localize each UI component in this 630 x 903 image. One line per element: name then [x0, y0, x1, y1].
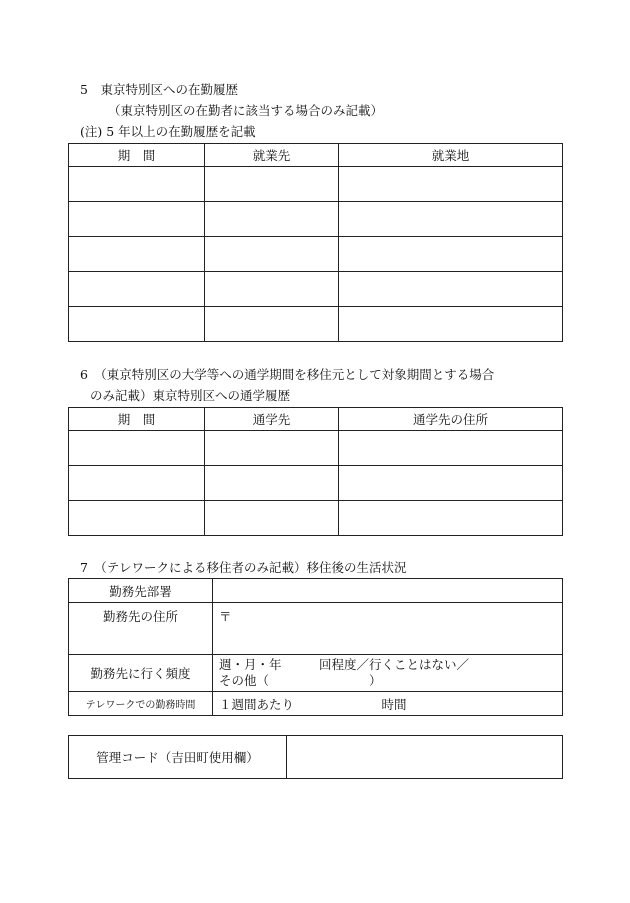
admin-code-table [68, 735, 563, 779]
school-cell[interactable] [205, 431, 339, 466]
school-address-cell[interactable] [339, 501, 563, 536]
section5-note: (注) 5 年以上の在勤履歴を記載 [80, 124, 256, 139]
employer-cell[interactable] [205, 202, 339, 237]
period-cell[interactable] [69, 237, 205, 272]
header-school: 通学先 [205, 408, 339, 431]
section5-subheading: （東京特別区の在勤者に該当する場合のみ記載） [108, 103, 384, 118]
school-cell[interactable] [205, 466, 339, 501]
telework-hours-label: テレワークでの勤務時間 [69, 692, 213, 716]
location-cell[interactable] [339, 167, 563, 202]
employer-cell[interactable] [205, 237, 339, 272]
frequency-field[interactable] [213, 655, 563, 692]
header-school-address: 通学先の住所 [339, 408, 563, 431]
table-row [69, 501, 563, 536]
telework-table [68, 578, 563, 716]
section5-heading: 5 東京特別区への在勤履歴 [80, 82, 238, 97]
address-field[interactable] [213, 603, 563, 655]
period-cell[interactable] [69, 466, 205, 501]
admin-code-field[interactable] [287, 736, 563, 779]
section6-heading-line2: のみ記載）東京特別区への通学履歴 [90, 388, 291, 403]
table-row [69, 237, 563, 272]
header-employer: 就業先 [205, 144, 339, 167]
table-row [69, 167, 563, 202]
frequency-other: その他（ ） [219, 673, 382, 688]
postal-mark: 〒 [219, 609, 232, 624]
location-cell[interactable] [339, 272, 563, 307]
admin-code-label: 管理コード（吉田町使用欄） [69, 736, 287, 779]
table-row [69, 466, 563, 501]
table-row [69, 272, 563, 307]
frequency-options: 週・月・年 回程度／行くことはない／ [219, 657, 470, 672]
school-cell[interactable] [205, 501, 339, 536]
header-period: 期 間 [69, 144, 205, 167]
frequency-label: 勤務先に行く頻度 [69, 655, 213, 692]
header-work-location: 就業地 [339, 144, 563, 167]
dept-field[interactable] [213, 579, 563, 603]
period-cell[interactable] [69, 431, 205, 466]
period-cell[interactable] [69, 307, 205, 342]
telework-hours-field[interactable]: １週間あたり 時間 [213, 692, 563, 716]
period-cell[interactable] [69, 202, 205, 237]
table-row [69, 202, 563, 237]
period-cell[interactable] [69, 501, 205, 536]
dept-label: 勤務先部署 [69, 579, 213, 603]
work-history-table [68, 143, 563, 342]
table-row [69, 431, 563, 466]
location-cell[interactable] [339, 237, 563, 272]
section7-heading: 7 （テレワークによる移住者のみ記載）移住後の生活状況 [80, 560, 407, 575]
employer-cell[interactable] [205, 307, 339, 342]
period-cell[interactable] [69, 167, 205, 202]
location-cell[interactable] [339, 307, 563, 342]
period-cell[interactable] [69, 272, 205, 307]
section6-heading-line1: 6 （東京特別区の大学等への通学期間を移住元として対象期間とする場合 [80, 367, 495, 382]
table-row [69, 307, 563, 342]
header-period: 期 間 [69, 408, 205, 431]
school-address-cell[interactable] [339, 466, 563, 501]
school-address-cell[interactable] [339, 431, 563, 466]
employer-cell[interactable] [205, 167, 339, 202]
address-label: 勤務先の住所 [69, 603, 213, 655]
employer-cell[interactable] [205, 272, 339, 307]
school-history-table [68, 407, 563, 536]
location-cell[interactable] [339, 202, 563, 237]
